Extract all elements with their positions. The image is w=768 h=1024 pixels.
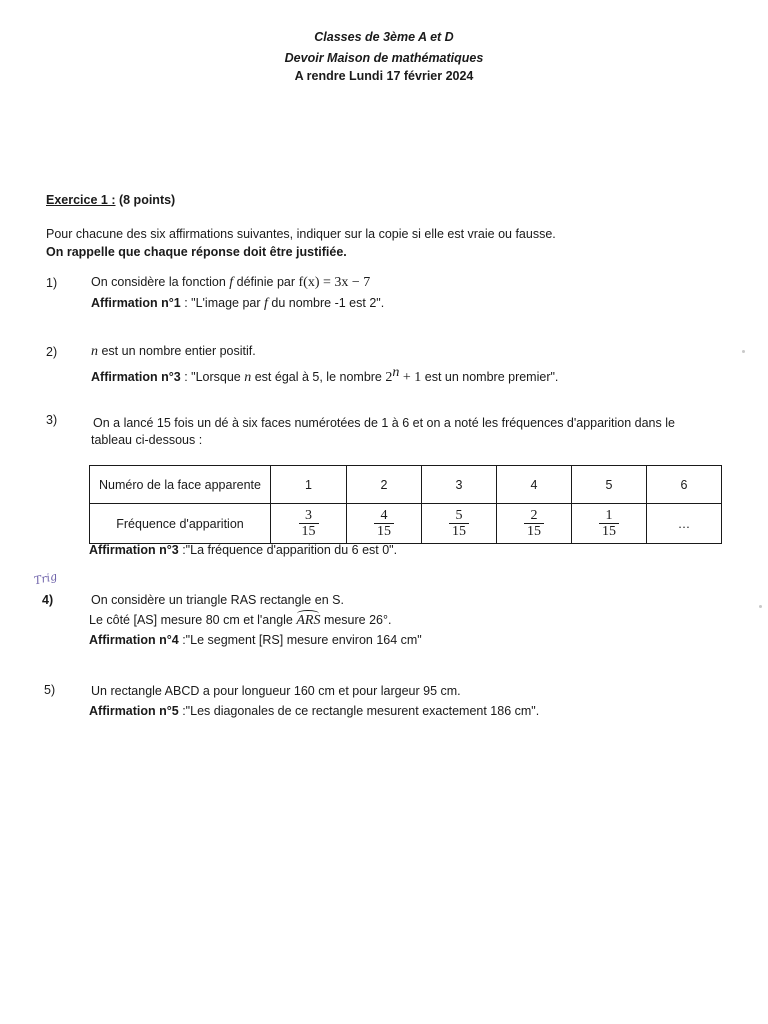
q4-number: 4) <box>42 593 54 607</box>
q3-aff-label: Affirmation n°3 <box>89 543 179 557</box>
q4-aff-text: :"Le segment [RS] mesure environ 164 cm" <box>178 633 422 647</box>
q3-line2: tableau ci-dessous : <box>91 433 203 447</box>
q2-expr-base: 2 <box>385 370 393 386</box>
q2-aff-text-c: est un nombre premier". <box>421 370 559 385</box>
q1-f: f <box>229 275 234 290</box>
q2-affirmation <box>91 365 558 386</box>
q2-expr-rest: + 1 <box>399 370 422 386</box>
q2-aff-n: n <box>244 370 252 386</box>
q2-number: 2) <box>46 345 58 359</box>
table-header-face: Numéro de la face apparente <box>90 466 271 504</box>
fraction-denominator: 15 <box>299 523 319 539</box>
fraction <box>299 509 319 539</box>
table-freq-2 <box>347 504 422 544</box>
table-face-3: 3 <box>422 466 497 504</box>
q2-n: n <box>91 344 98 359</box>
fraction <box>524 509 544 539</box>
table-header-frequency: Fréquence d'apparition <box>90 504 271 544</box>
exercise-title <box>46 193 175 207</box>
q1-aff-label: Affirmation n°1 <box>91 296 181 310</box>
q2-aff-text-b: est égal à 5, le nombre <box>251 370 386 385</box>
fraction <box>449 509 469 539</box>
exercise-reminder: On rappelle que chaque réponse doit être justifiée. <box>46 245 347 259</box>
q1-statement <box>91 275 370 291</box>
q1-aff-text-a: : "L'image par <box>180 296 264 310</box>
fraction-denominator: 15 <box>524 523 544 539</box>
fraction-numerator: 4 <box>380 508 388 523</box>
q4-line1: On considère un triangle RAS rectangle en S. <box>91 593 344 607</box>
q5-aff-label: Affirmation n°5 <box>89 704 179 718</box>
q4-aff-label: Affirmation n°4 <box>89 633 179 647</box>
q2-expr-exp: n <box>392 365 400 380</box>
fraction-numerator: 3 <box>305 508 312 523</box>
q3-number: 3) <box>46 413 58 427</box>
exercise-instruction: Pour chacune des six affirmations suivantes, indiquer sur la copie si elle est vraie ou fausse. <box>46 227 556 241</box>
header-due-date: A rendre Lundi 17 février 2024 <box>294 69 474 83</box>
header-title: Devoir Maison de mathématiques <box>284 51 484 65</box>
table-freq-4 <box>497 504 572 544</box>
table-row-frequencies <box>90 504 722 544</box>
fraction-numerator: 5 <box>455 508 463 523</box>
q5-aff-text: :"Les diagonales de ce rectangle mesurent exactement 186 cm". <box>178 704 540 718</box>
fraction-numerator: 2 <box>530 508 538 523</box>
table-freq-3 <box>422 504 497 544</box>
q4-line2-b: mesure 26°. <box>320 613 392 627</box>
angle-ars: ARS <box>296 613 321 628</box>
scan-speck <box>742 350 745 353</box>
q2-aff-label: Affirmation n°3 <box>91 370 181 385</box>
fraction <box>374 509 394 539</box>
scan-speck <box>759 605 762 608</box>
q5-line1: Un rectangle ABCD a pour longueur 160 cm et pour largeur 95 cm. <box>91 684 461 698</box>
q1-formula: f(x) = 3x − 7 <box>298 275 371 290</box>
q5-number: 5) <box>44 683 56 697</box>
q2-text: est un nombre entier positif. <box>98 344 256 358</box>
table-face-6: 6 <box>647 466 722 504</box>
exercise-points: (8 points) <box>115 193 176 207</box>
q3-line1: On a lancé 15 fois un dé à six faces numérotées de 1 à 6 et on a noté les fréquences d'apparition dans le <box>93 416 675 430</box>
q1-aff-f: f <box>264 296 268 311</box>
table-face-1: 1 <box>271 466 347 504</box>
q5-affirmation <box>89 704 539 718</box>
q1-aff-text-b: du nombre -1 est 2". <box>267 296 385 310</box>
q2-aff-text-a: : "Lorsque <box>180 370 245 385</box>
q4-affirmation <box>89 633 422 647</box>
fraction-numerator: 1 <box>605 508 613 523</box>
table-freq-5 <box>572 504 647 544</box>
q3-aff-text: :"La fréquence d'apparition du 6 est 0". <box>178 543 398 557</box>
table-freq-1 <box>271 504 347 544</box>
table-row-faces <box>90 466 722 504</box>
fraction <box>599 509 619 539</box>
q1-affirmation <box>91 296 384 312</box>
q3-affirmation <box>89 543 397 557</box>
table-freq-6: … <box>647 504 722 544</box>
header-class: Classes de 3ème A et D <box>314 30 454 44</box>
q4-line2-a: Le côté [AS] mesure 80 cm et l'angle <box>89 613 297 627</box>
table-face-4: 4 <box>497 466 572 504</box>
q1-text-b: définie par <box>233 275 299 289</box>
fraction-denominator: 15 <box>599 523 619 539</box>
handwritten-annotation: Trig <box>32 569 59 588</box>
fraction-denominator: 15 <box>374 523 394 539</box>
frequency-table <box>89 465 722 544</box>
exercise-label: Exercice 1 : <box>46 193 116 207</box>
q1-text-a: On considère la fonction <box>91 275 230 289</box>
table-face-2: 2 <box>347 466 422 504</box>
table-face-5: 5 <box>572 466 647 504</box>
q4-line2 <box>89 613 391 629</box>
q1-number: 1) <box>46 276 58 290</box>
fraction-denominator: 15 <box>449 523 469 539</box>
q2-statement <box>91 344 256 360</box>
